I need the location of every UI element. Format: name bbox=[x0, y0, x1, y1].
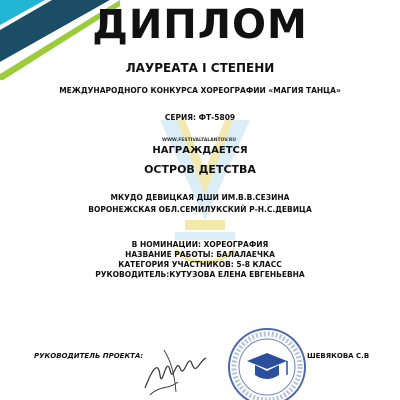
series-number: СЕРИЯ: ФТ-5809 bbox=[164, 113, 236, 122]
diploma-title: ДИПЛОМ bbox=[92, 2, 308, 48]
recipient-name: ОСТРОВ ДЕТСТВА bbox=[144, 163, 256, 176]
project-lead-label: РУКОВОДИТЕЛЬ ПРОЕКТА: bbox=[34, 352, 144, 360]
organization-address: ВОРОНЕЖСКАЯ ОБЛ.СЕМИЛУКСКИЙ Р-Н.С.ДЕВИЦА bbox=[88, 205, 312, 214]
award-details bbox=[0, 240, 400, 280]
website-link[interactable]: WWW.FESTIVALTALANTOV.RU bbox=[162, 138, 236, 143]
signature-icon bbox=[140, 340, 210, 400]
work-title-line: НАЗВАНИЕ РАБОТЫ: БАЛАЛАЕЧКА bbox=[125, 250, 275, 259]
category-line: КАТЕГОРИЯ УЧАСТНИКОВ: 5-8 КЛАСС bbox=[118, 260, 282, 269]
awarded-label: НАГРАЖДАЕТСЯ bbox=[152, 145, 248, 156]
contest-name: МЕЖДУНАРОДНОГО КОНКУРСА ХОРЕОГРАФИИ «МАГИЯ ТАНЦА» bbox=[59, 86, 341, 95]
leader-line: РУКОВОДИТЕЛЬ:КУТУЗОВА ЕЛЕНА ЕВГЕНЬЕВНА bbox=[95, 270, 305, 279]
project-lead-name: ШЕВЯКОВА С.В bbox=[307, 352, 370, 360]
nomination-line: В НОМИНАЦИИ: ХОРЕОГРАФИЯ bbox=[131, 240, 269, 249]
graduation-cap-stamp-icon bbox=[225, 325, 310, 400]
organization-name: МКУДО ДЕВИЦКАЯ ДШИ ИМ.В.В.СЕЗИНА bbox=[110, 193, 290, 202]
laureate-degree: ЛАУРЕАТА I СТЕПЕНИ bbox=[125, 61, 275, 75]
